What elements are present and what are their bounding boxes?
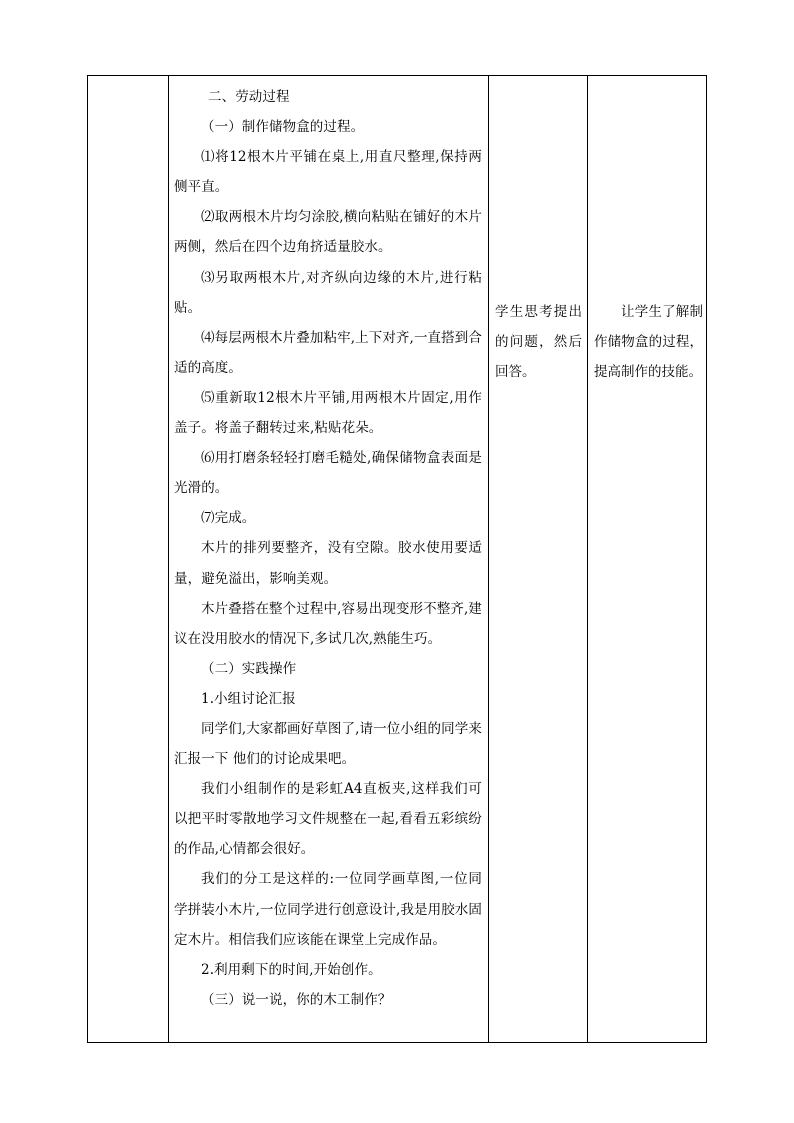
body-paragraph: 我们的分工是这样的:一位同学画草图,一位同学拼装小木片,一位同学进行创意设计,我是用胶水固定木片。相信我们应该能在课堂上完成作品。 — [174, 871, 482, 948]
section-heading: 二、劳动过程 — [208, 89, 290, 105]
item-heading: 1.小组讨论汇报 — [201, 690, 296, 707]
step-paragraph: ⑷每层两根木片叠加粘牢,上下对齐,一直搭到合适的高度。 — [174, 329, 482, 376]
lesson-table — [87, 75, 707, 1043]
step-paragraph: ⑵取两根木片均匀涂胶,横向粘贴在铺好的木片两侧，然后在四个边角挤适量胶水。 — [174, 209, 482, 256]
step-paragraph: ⑸重新取12根木片平铺,用两根木片固定,用作盖子。将盖子翻转过来,粘贴花朵。 — [174, 389, 482, 437]
body-paragraph: 我们小组制作的是彩虹A4直板夹,这样我们可以把平时零散地学习文件规整在一起,看看五彩缤纷的作品,心情都会很好。 — [174, 781, 482, 858]
subsection-heading: （三）说一说，你的木工制作？ — [201, 991, 392, 1008]
item-heading: 2.利用剩下的时间,开始创作。 — [201, 961, 382, 978]
body-paragraph: 同学们,大家都画好草图了,请一位小组的同学来汇报一下 他们的讨论成果吧。 — [174, 720, 482, 768]
tip-paragraph: 木片叠搭在整个过程中,容易出现变形不整齐,建议在没用胶水的情况下,多试几次,熟能生巧。 — [174, 600, 482, 647]
subsection-heading: （二）实践操作 — [201, 660, 297, 677]
student-activity-cell: 学生思考提出的问题，然后回答。 — [495, 304, 582, 381]
subsection-heading: （一）制作储物盒的过程。 — [201, 119, 365, 136]
step-paragraph: ⑴将12根木片平铺在桌上,用直尺整理,保持两侧平直。 — [174, 149, 482, 196]
design-intent-cell: 让学生了解制作储物盒的过程，提高制作的技能。 — [594, 304, 703, 381]
teaching-process-cell — [168, 76, 488, 1042]
step-paragraph: ⑶另取两根木片,对齐纵向边缘的木片,进行粘贴。 — [174, 269, 482, 316]
step-paragraph: ⑹用打磨条轻轻打磨毛糙处,确保储物盒表面是光滑的。 — [174, 450, 482, 497]
step-paragraph: ⑺完成。 — [201, 510, 256, 527]
empty-first-column — [88, 76, 168, 1042]
tip-paragraph: 木片的排列要整齐，没有空隙。胶水使用要适量，避免溢出，影响美观。 — [174, 540, 482, 587]
